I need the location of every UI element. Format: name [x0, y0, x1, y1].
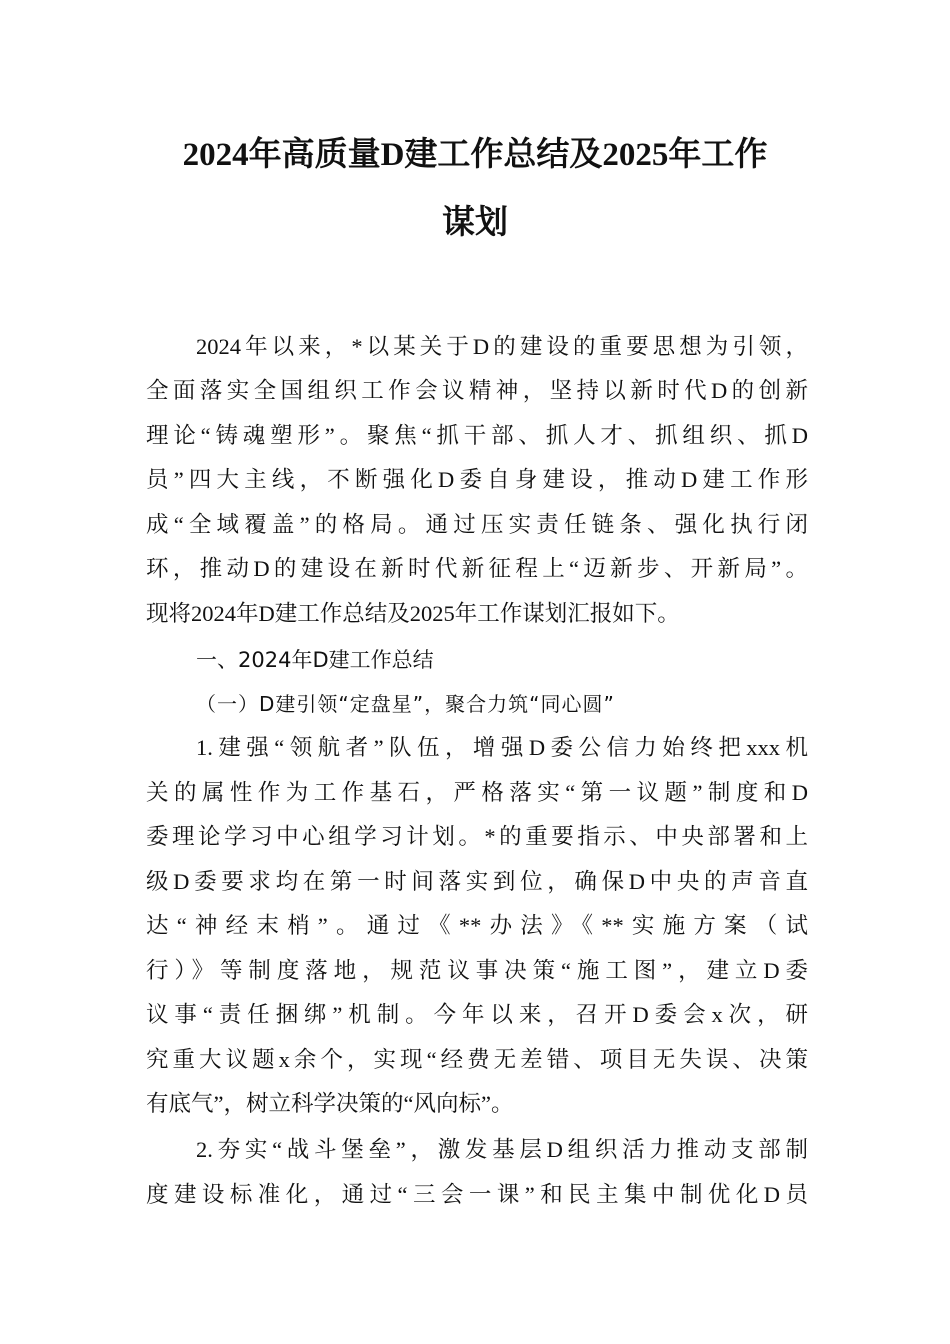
paragraph-line: 成“全域覆盖”的格局。通过压实责任链条、强化执行闭 — [146, 512, 808, 537]
paragraph-line: 全面落实全国组织工作会议精神，坚持以新时代D的创新 — [146, 378, 808, 403]
paragraph-line: 究重大议题x余个，实现“经费无差错、项目无失误、决策 — [146, 1047, 808, 1072]
document-title-line-1: 2024年高质量D建工作总结及2025年工作 — [182, 137, 768, 173]
paragraph-line: 现将2024年D建工作总结及2025年工作谋划汇报如下。 — [146, 601, 680, 626]
paragraph-line: 议事“责任捆绑”机制。今年以来，召开D委会x次，研 — [146, 1002, 808, 1027]
subsection-heading: （一）D建引领“定盘星”，聚合力筑“同心圆” — [196, 692, 615, 716]
paragraph-line: 环，推动D的建设在新时代新征程上“迈新步、开新局”。 — [146, 556, 808, 581]
paragraph-line: 达“神经末梢”。通过《**办法》《**实施方案（试 — [146, 913, 808, 938]
paragraph-line: 员”四大主线，不断强化D委自身建设，推动D建工作形 — [146, 467, 808, 492]
paragraph-line: 行）》等制度落地，规范议事决策“施工图”，建立D委 — [146, 958, 808, 983]
paragraph-line: 关的属性作为工作基石，严格落实“第一议题”制度和D — [146, 780, 808, 805]
section-heading: 一、2024年D建工作总结 — [196, 648, 434, 672]
document-title-line-2: 谋划 — [442, 205, 508, 241]
paragraph-line: 级D委要求均在第一时间落实到位，确保D中央的声音直 — [146, 869, 808, 894]
paragraph-line: 委理论学习中心组学习计划。*的重要指示、中央部署和上 — [146, 824, 808, 849]
paragraph-line: 2024年以来，*以某关于D的建设的重要思想为引领， — [196, 334, 808, 359]
paragraph-line: 1.建强“领航者”队伍，增强D委公信力始终把xxx机 — [196, 735, 808, 760]
paragraph-line: 2.夯实“战斗堡垒”，激发基层D组织活力推动支部制 — [196, 1137, 808, 1162]
paragraph-line: 有底气”，树立科学决策的“风向标”。 — [146, 1091, 514, 1116]
paragraph-line: 理论“铸魂塑形”。聚焦“抓干部、抓人才、抓组织、抓D — [146, 423, 808, 448]
paragraph-line: 度建设标准化，通过“三会一课”和民主集中制优化D员 — [146, 1182, 808, 1207]
